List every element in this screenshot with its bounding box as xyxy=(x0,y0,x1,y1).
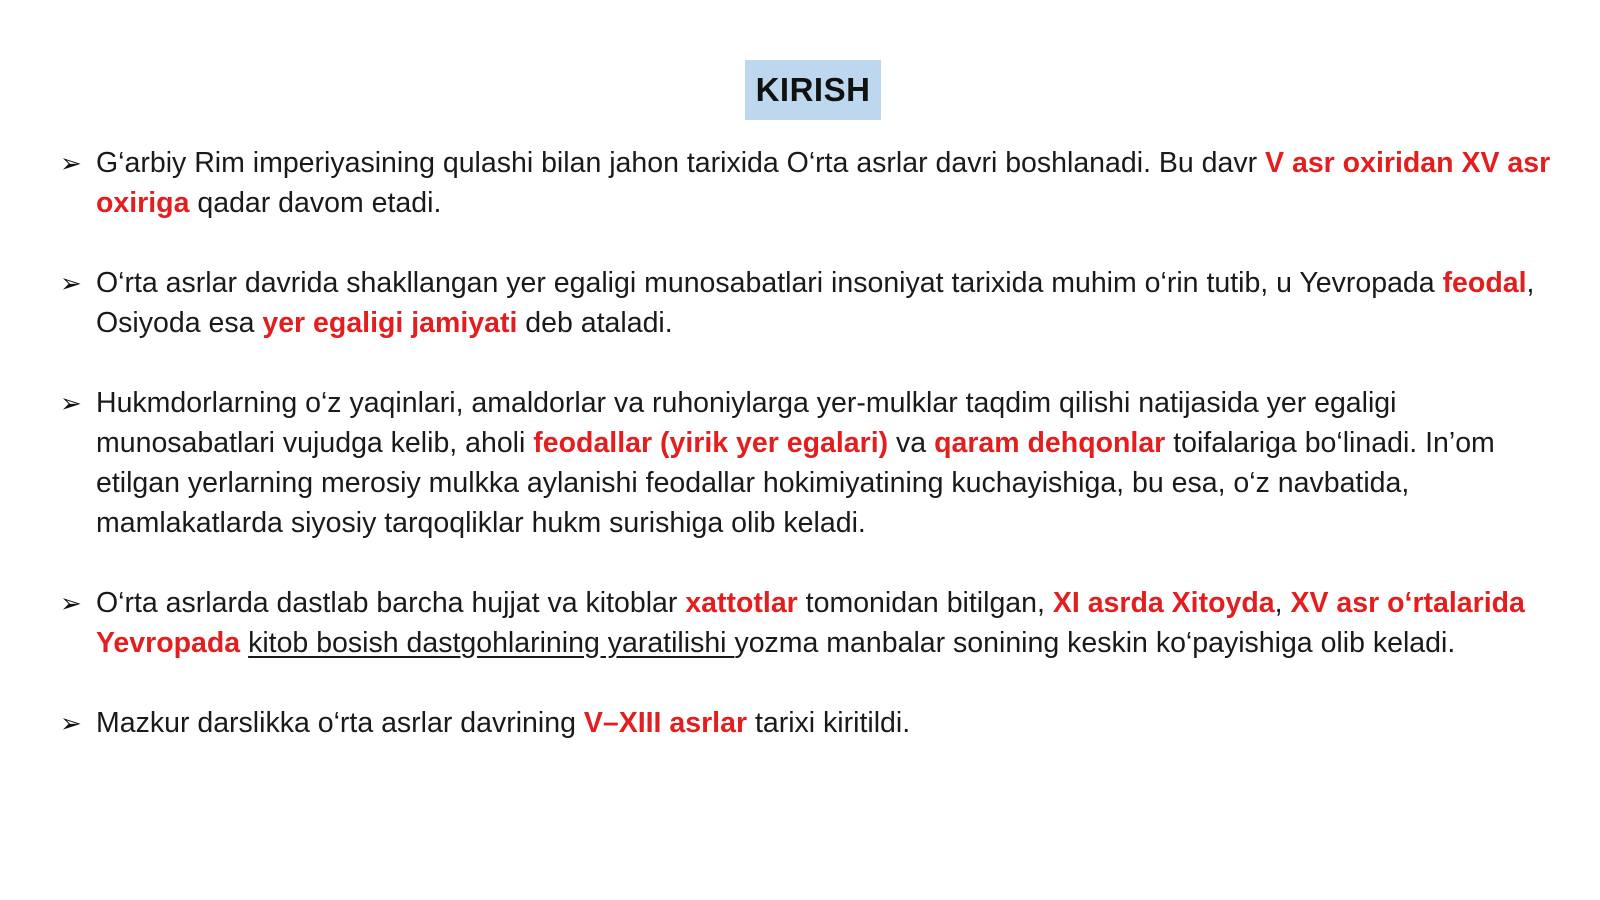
bullet-text xyxy=(240,627,248,659)
underlined-text: kitob bosish dastgohlarining yaratilishi xyxy=(248,627,735,659)
bullet-text: Mazkur darslikka o‘rta asrlar davrining xyxy=(96,707,584,739)
bullet-text: deb ataladi. xyxy=(517,307,673,339)
bullet-text: yozma manbalar sonining keskin ko‘payishiga olib keladi. xyxy=(734,627,1456,659)
bullet-text: va xyxy=(888,427,935,459)
arrowhead-bullet-icon: ➢ xyxy=(60,388,82,418)
bullet-list xyxy=(60,143,1560,743)
bullet-text: tarixi kiritildi. xyxy=(747,707,911,739)
bullet-text: toifalariga bo‘linadi. In’om etilgan yerlarning merosiy mulkka aylanishi feodallar hokimiyatining kuchayishiga, bu esa, o‘z navbatida, mamlakatlarda siyosiy tarqoqliklar hukm surishiga olib keladi. xyxy=(96,427,1495,539)
arrowhead-bullet-icon: ➢ xyxy=(60,268,82,298)
bullet-text: tomonidan bitilgan, xyxy=(797,587,1053,619)
bullet-item xyxy=(60,143,1560,223)
bullet-item xyxy=(60,703,1560,743)
bullet-text: O‘rta asrlar davrida shakllangan yer egaligi munosabatlari insoniyat tarixida muhim o‘rin tutib, u Yevropada xyxy=(96,267,1443,299)
arrowhead-bullet-icon: ➢ xyxy=(60,708,82,738)
bullet-text: , Osiyoda esa xyxy=(96,267,1535,339)
highlight-text: xattotlar xyxy=(685,587,798,619)
bullet-text: O‘rta asrlarda dastlab barcha hujjat va kitoblar xyxy=(96,587,686,619)
bullet-item xyxy=(60,263,1560,343)
bullet-item xyxy=(60,383,1560,543)
highlight-text: V asr oxiridan XV asr oxiriga xyxy=(96,147,1551,219)
slide-title: KIRISH xyxy=(745,60,881,120)
arrowhead-bullet-icon: ➢ xyxy=(60,588,82,618)
bullet-text: G‘arbiy Rim imperiyasining qulashi bilan jahon tarixida O‘rta asrlar davri boshlanadi. Bu davr xyxy=(96,147,1266,179)
arrowhead-bullet-icon: ➢ xyxy=(60,148,82,178)
bullet-text: qadar davom etadi. xyxy=(189,187,442,219)
highlight-text: feodal xyxy=(1442,267,1527,299)
highlight-text: XV asr o‘rtalarida Yevropada xyxy=(96,587,1525,659)
bullet-text: Hukmdorlarning o‘z yaqinlari, amaldorlar va ruhoniylarga yer-mulklar taqdim qilishi natijasida yer egaligi munosabatlari vujudga kelib, aholi xyxy=(96,387,1397,459)
highlight-text: XI asrda Xitoyda xyxy=(1052,587,1275,619)
highlight-text: yer egaligi jamiyati xyxy=(262,307,518,339)
bullet-item xyxy=(60,583,1560,663)
highlight-text: qaram dehqonlar xyxy=(934,427,1166,459)
highlight-text: feodallar (yirik yer egalari) xyxy=(533,427,889,459)
bullet-text: , xyxy=(1274,587,1291,619)
highlight-text: V–XIII asrlar xyxy=(583,707,748,739)
